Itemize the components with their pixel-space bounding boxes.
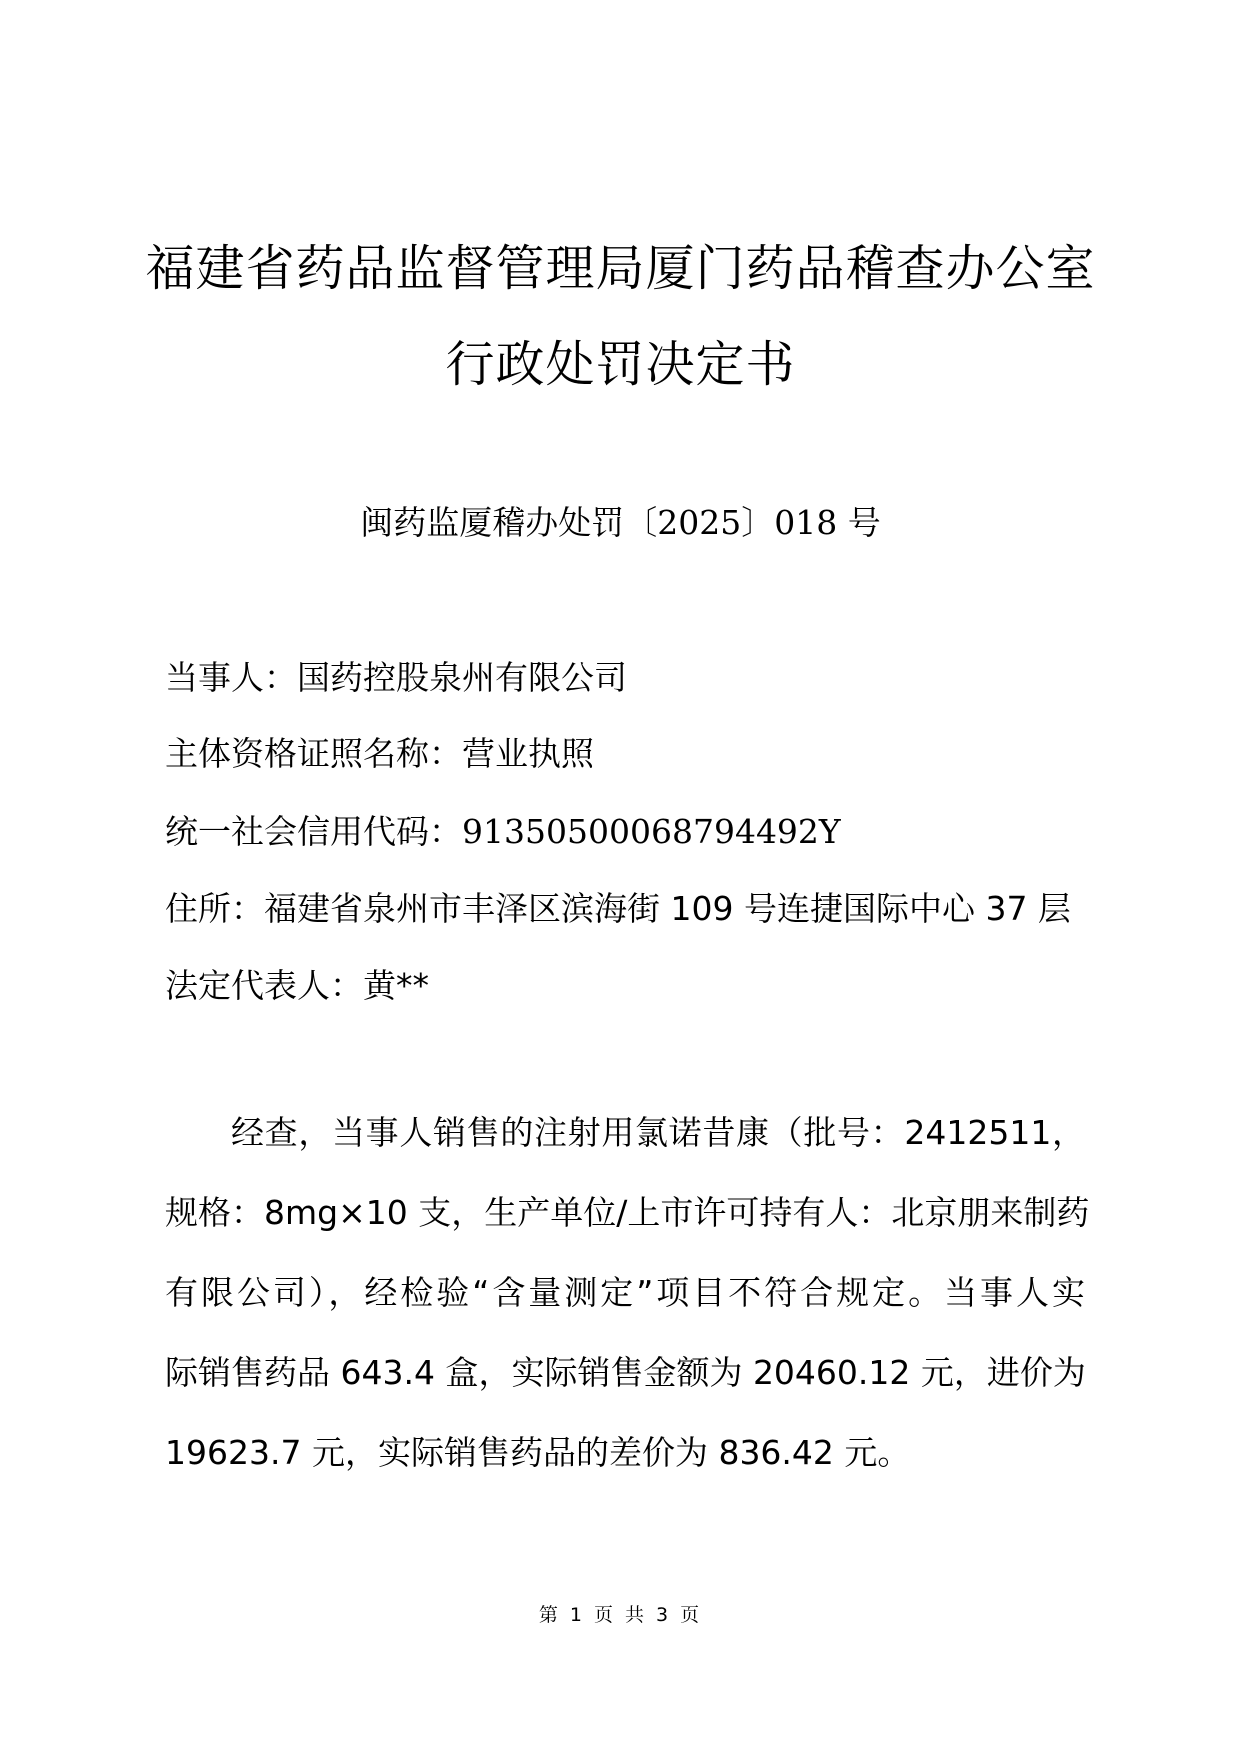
body-line-5: 19623.7 元，实际销售药品的差价为 836.42 元。 xyxy=(165,1433,911,1472)
party-name-row xyxy=(165,652,1095,699)
address-value: 福建省泉州市丰泽区滨海街 109 号连捷国际中心 37 层 xyxy=(264,889,1071,928)
party-name-label: 当事人： xyxy=(165,658,297,697)
body-line-4: 际销售药品 643.4 盒，实际销售金额为 20460.12 元，进价为 xyxy=(165,1353,1086,1392)
address-label: 住所： xyxy=(165,889,264,928)
license-label: 主体资格证照名称： xyxy=(165,734,462,773)
body-line-3: 有限公司），经检验“含量测定”项目不符合规定。当事人实 xyxy=(165,1273,1085,1312)
document-title-line1: 福建省药品监督管理局厦门药品稽查办公室 xyxy=(145,240,1096,297)
address-row xyxy=(165,883,1095,930)
page-indicator: 第 1 页 共 3 页 xyxy=(538,1604,703,1626)
credit-code-value: 91350500068794492Y xyxy=(462,812,841,851)
credit-code-row xyxy=(165,806,1095,853)
body-line-1: 经查，当事人销售的注射用氯诺昔康（批号：2412511， xyxy=(231,1113,1085,1152)
body-line-2: 规格：8mg×10 支，生产单位/上市许可持有人：北京朋来制药 xyxy=(165,1193,1090,1232)
legal-rep-row xyxy=(165,960,1095,1007)
document-title-line2: 行政处罚决定书 xyxy=(445,336,796,393)
legal-rep-label: 法定代表人： xyxy=(165,966,363,1005)
document-number: 闽药监厦稽办处罚〔2025〕018 号 xyxy=(360,503,881,542)
credit-code-label: 统一社会信用代码： xyxy=(165,812,462,851)
license-value: 营业执照 xyxy=(462,734,594,773)
license-row xyxy=(165,728,1095,775)
legal-rep-value: 黄** xyxy=(363,966,429,1005)
party-name-value: 国药控股泉州有限公司 xyxy=(297,658,627,697)
